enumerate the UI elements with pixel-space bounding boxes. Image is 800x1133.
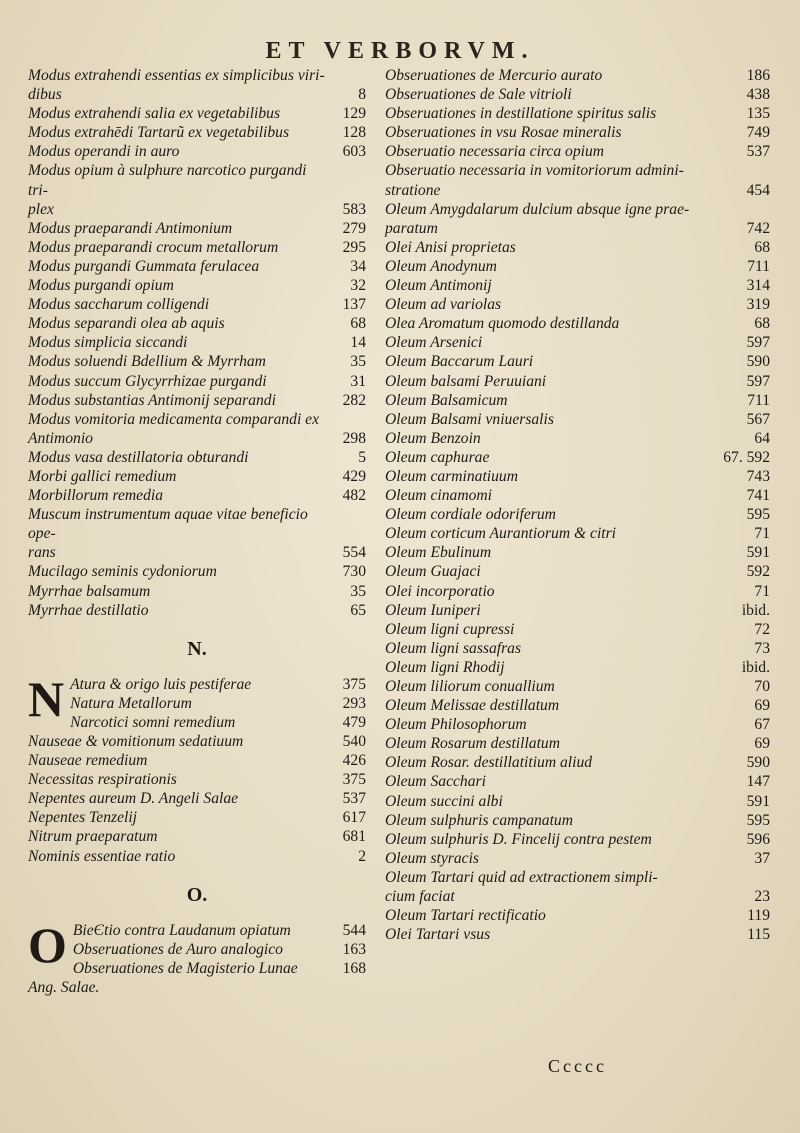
page-number: 35 [350,582,366,600]
index-entry [28,808,366,827]
page-number: 128 [342,124,366,142]
index-entry [28,827,366,846]
entry-text: Oleum Benzoin [385,429,481,447]
page-number: 186 [746,67,770,84]
index-entry [73,959,366,978]
entry-text: Oleum ligni sassafras [385,639,522,657]
entry-text: Oleum Rosarum destillatum [385,735,560,753]
page-number: 35 [350,353,366,371]
entry-text: BieЄtio contra Laudanum opiatum [72,921,291,939]
entry-text: Modus saccharum colligendi [28,296,210,314]
page-number: 591 [746,792,770,810]
entry-text: Oleum Amygdalarum dulcium absque igne prae- [385,200,690,218]
index-entry [73,921,366,940]
page-number: 314 [746,277,770,295]
index-entry [28,142,366,161]
page-number: 298 [342,429,366,447]
page-number: 137 [342,296,366,314]
index-entry [28,543,366,562]
page-number: 129 [342,105,366,123]
entry-text: cium faciat [385,888,455,906]
entry-text: Obseruationes de Mercurio aurato [385,67,603,84]
entry-text: Modus operandi in auro [28,143,180,161]
index-entry [385,753,770,772]
entry-text: Antimonio [28,429,93,447]
entry-text: Oleum Tartari quid ad extractionem simpli- [385,868,658,886]
page-number: 73 [754,639,770,657]
page-number: 71 [754,582,770,600]
page-number: 168 [342,959,366,977]
entry-text: Modus vasa destillatoria obturandi [28,448,249,466]
entry-text: Oleum Rosar. destillatitium aliud [385,754,593,772]
page-number: 429 [342,467,366,485]
page-number: 375 [342,675,366,693]
index-entry [385,181,770,200]
entry-text: Nepentes aureum D. Angeli Salae [28,790,239,808]
index-entry [28,601,366,620]
o-entries-list [28,916,366,997]
index-entry [28,276,366,295]
index-entry [28,66,366,85]
index-entry [28,978,366,997]
index-entry [385,562,770,581]
entry-text: Necessitas respirationis [28,771,177,789]
index-entry [385,257,770,276]
entry-text: Obseruationes de Magisterio Lunae [72,959,298,977]
index-entry [28,391,366,410]
page-number: 730 [342,563,366,581]
entry-text: Oleum Sacchari [385,773,486,791]
page-number: 163 [342,940,366,958]
entry-text: Oleum Balsami vniuersalis [385,410,554,428]
page-number: 597 [746,334,770,352]
index-entry [28,314,366,333]
entry-text: Oleum cordiale odoriferum [385,506,556,524]
entry-text: Nauseae & vomitionum sedatiuum [28,733,244,750]
page-number: 67 [754,716,770,734]
entry-text: Obseruationes de Auro analogico [72,940,283,958]
drop-cap-o: O [28,916,67,973]
index-entry [385,66,770,85]
index-entry [385,925,770,944]
index-entry [28,770,366,789]
entry-text: Narcotici somni remedium [70,713,236,731]
page-number: 69 [754,697,770,715]
index-entry [28,448,366,467]
page-number: 590 [746,353,770,371]
entry-text: Modus purgandi opium [28,277,174,295]
page-number: 742 [746,219,770,237]
index-entry [385,104,770,123]
page-number: 426 [342,752,366,770]
index-entry [73,940,366,959]
page-number: 68 [754,315,770,333]
entry-text: stratione [385,181,441,199]
page-number: 32 [350,277,366,295]
page-number: 319 [746,296,770,314]
page-number: 743 [746,467,770,485]
index-entry [28,352,366,371]
index-entry [385,792,770,811]
o-section [28,916,366,997]
page-number: 590 [746,754,770,772]
entry-text: Atura & origo luis pestiferae [70,675,252,693]
entry-text: Myrrhae destillatio [28,601,149,619]
page-number: 71 [754,525,770,543]
entry-text: Oleum Balsamicum [385,391,508,409]
index-entry [385,830,770,849]
index-entry [385,467,770,486]
index-entry [28,161,366,199]
page-number: 711 [747,391,770,409]
index-entry [385,314,770,333]
index-entry [385,486,770,505]
page-number: 454 [746,181,770,199]
index-entry [385,524,770,543]
entry-text: paratum [385,219,438,237]
index-entry [385,868,770,887]
entry-text: Myrrhae balsamum [28,582,151,600]
entry-text: Oleum sulphuris D. Fincelij contra pestem [385,830,652,848]
entry-text: Modus opium à sulphure narcotico purgandi tri- [28,162,307,199]
index-entry [28,751,366,770]
index-entry [385,677,770,696]
entry-text: Oleum Philosophorum [385,716,527,734]
index-entry [385,333,770,352]
page-number: 375 [342,771,366,789]
entry-text: Oleum Guajaci [385,563,481,581]
page-number: 482 [342,487,366,505]
page-number: 540 [342,733,366,750]
index-entry [385,734,770,753]
right-column [385,66,770,944]
index-entry [385,543,770,562]
entry-text: Obseruatio necessaria in vomitoriorum admini- [385,162,684,180]
page-number: 64 [754,429,770,447]
page-number: ibid. [741,601,770,619]
index-entry [28,582,366,601]
page-number: 115 [747,926,770,944]
page-number: 681 [342,828,366,846]
page-number: 31 [350,372,366,390]
index-entry [385,352,770,371]
page-number: 597 [746,372,770,390]
page-number: 479 [342,713,366,731]
section-heading-o: O. [186,883,208,906]
entry-text: Oleum caphurae [385,448,490,466]
page-number: 749 [746,124,770,142]
index-entry [28,372,366,391]
index-entry [70,675,366,694]
index-entry [385,906,770,925]
page-number: 282 [342,391,366,409]
entry-text: Oleum liliorum conuallium [385,678,555,695]
index-entry [28,789,366,808]
entry-text: Modus extrahēdi Tartarũ ex vegetabilibus [28,124,290,142]
entry-text: Mucilago seminis cydoniorum [28,563,217,581]
page-number: 711 [747,257,770,275]
entry-text: Olei incorporatio [385,582,495,600]
entry-text: Modus substantias Antimonij separandi [28,391,276,409]
entry-text: Oleum Ebulinum [385,544,492,562]
index-entry [28,467,366,486]
entry-text: Olei Tartari vsus [385,926,491,944]
index-entry [28,562,366,581]
index-entry [385,85,770,104]
entry-text: Olea Aromatum quomodo destillanda [385,315,620,333]
index-entry [28,732,366,751]
page-number: 14 [350,334,366,352]
page-number: 617 [342,809,366,827]
index-entry [28,295,366,314]
entry-text: Modus extrahendi salia ex vegetabilibus [28,105,281,123]
entry-text: Nepentes Tenzelij [28,809,138,827]
page-number: 293 [342,694,366,712]
index-entry [385,161,770,180]
index-entry [385,123,770,142]
signature-mark: Ccccc [548,1056,607,1076]
page-number: 135 [746,105,770,123]
page-number: 438 [746,86,770,104]
page-number: ibid. [741,658,770,676]
left-column [28,66,366,997]
index-entry [385,887,770,906]
page-number: 147 [746,773,770,791]
index-entry [28,200,366,219]
entry-text: Oleum succini albi [385,792,503,810]
index-entry [28,238,366,257]
index-entry [385,200,770,219]
index-entry [28,429,366,448]
entry-text: Obseruatio necessaria circa opium [385,143,605,161]
page-number: 591 [746,544,770,562]
entry-text: Muscum instrumentum aquae vitae beneficio ope- [28,506,308,543]
page-number: 595 [746,506,770,524]
entry-text: Oleum balsami Peruuiani [385,372,547,390]
entry-text: Obseruationes in vsu Rosae mineralis [385,124,622,142]
page-number: 70 [754,678,770,695]
index-entry [385,811,770,830]
index-entry [385,391,770,410]
index-entry [28,219,366,238]
section-heading-n: N. [187,637,207,660]
page-number: 741 [746,487,770,505]
index-entry [70,713,366,732]
index-entry [28,104,366,123]
entry-text: Ang. Salae. [28,978,100,996]
entry-text: Modus separandi olea ab aquis [28,315,225,333]
entry-text: Oleum ligni Rhodij [385,658,505,676]
index-entry [28,333,366,352]
index-entry [385,582,770,601]
index-entry [385,238,770,257]
page-number: 72 [754,620,770,638]
page-number: 119 [747,907,770,925]
page-number: 583 [342,200,366,218]
index-entry [28,410,366,429]
entry-text: Modus praeparandi crocum metallorum [28,238,279,256]
page-number: 537 [342,790,366,808]
entry-text: Oleum Iuniperi [385,601,481,619]
index-entry [385,696,770,715]
entry-text: rans [28,544,56,562]
entry-text: Modus soluendi Bdellium & Myrrham [28,353,266,371]
index-entry [385,715,770,734]
index-entry [385,372,770,391]
entry-text: Oleum ad variolas [385,296,502,314]
entry-text: Oleum ligni cupressi [385,620,515,638]
entry-text: Oleum Antimonij [385,277,492,295]
index-entry [28,847,366,866]
page-number: 8 [358,86,366,104]
entry-text: Modus purgandi Gummata ferulacea [28,257,260,275]
entry-text: Modus simplicia siccandi [28,334,188,352]
page-number: 596 [746,830,770,848]
entry-text: Morbi gallici remedium [28,467,177,485]
n-section [28,670,366,866]
entry-text: dibus [28,86,62,104]
entry-text: Oleum Tartari rectificatio [385,907,546,925]
entry-text: Nitrum praeparatum [28,828,158,846]
page-number: 67. 592 [723,448,770,466]
page-number: 595 [746,811,770,829]
entry-text: Oleum corticum Aurantiorum & citri [385,525,617,543]
index-entry [385,658,770,677]
index-entry [385,219,770,238]
running-header: ET VERBORVM. [265,38,535,64]
entry-text: Modus praeparandi Antimonium [28,219,233,237]
page-number: 23 [754,888,770,906]
entry-text: Obseruationes de Sale vitrioli [385,86,572,104]
entry-text: Nominis essentiae ratio [28,847,176,865]
page-number: 69 [754,735,770,753]
entry-text: Oleum Baccarum Lauri [385,353,534,371]
page-number: 279 [342,219,366,237]
page-number: 68 [350,315,366,333]
o-continued-entries-list [385,66,770,944]
index-entry [70,694,366,713]
entry-text: Morbillorum remedia [28,487,163,505]
entry-text: Oleum carminatiuum [385,467,518,485]
index-entry [385,601,770,620]
index-entry [28,85,366,104]
page-number: 537 [746,143,770,161]
page-number: 68 [754,238,770,256]
m-entries-list [28,66,366,620]
entry-text: Obseruationes in destillatione spiritus salis [385,105,657,123]
entry-text: Oleum sulphuris campanatum [385,811,573,829]
entry-text: Nauseae remedium [28,752,148,770]
entry-text: Oleum styracis [385,849,479,867]
entry-text: Oleum cinamomi [385,487,492,505]
n-entries-list [28,670,366,866]
entry-text: Oleum Arsenici [385,334,483,352]
page-number: 5 [358,448,366,466]
page-number: 2 [358,847,366,865]
page-number: 295 [342,238,366,256]
entry-text: Modus vomitoria medicamenta comparandi ex [28,410,320,428]
index-entry [385,295,770,314]
page-number: 34 [350,257,366,275]
page-number: 554 [342,544,366,562]
index-entry [385,620,770,639]
index-entry [385,505,770,524]
page-number: 567 [746,410,770,428]
page-number: 603 [342,143,366,161]
page-number: 544 [342,921,366,939]
entry-text: Modus succum Glycyrrhizae purgandi [28,372,267,390]
page-number: 37 [754,849,770,867]
index-entry [385,448,770,467]
index-entry [385,639,770,658]
index-entry [385,429,770,448]
index-entry [385,849,770,868]
index-entry [385,142,770,161]
entry-text: plex [28,200,54,218]
entry-text: Oleum Melissae destillatum [385,697,560,715]
page-number: 592 [746,563,770,581]
index-entry [28,123,366,142]
entry-text: Oleum Anodynum [385,257,497,275]
index-entry [385,772,770,791]
entry-text: Olei Anisi proprietas [385,238,516,256]
entry-text: Modus extrahendi essentias ex simplicibus viri- [28,67,325,84]
index-entry [28,486,366,505]
index-entry [385,410,770,429]
index-entry [28,505,366,543]
entry-text: Natura Metallorum [70,694,192,712]
drop-cap-n: N [28,670,65,727]
index-entry [28,257,366,276]
page-number: 65 [350,601,366,619]
index-entry [385,276,770,295]
